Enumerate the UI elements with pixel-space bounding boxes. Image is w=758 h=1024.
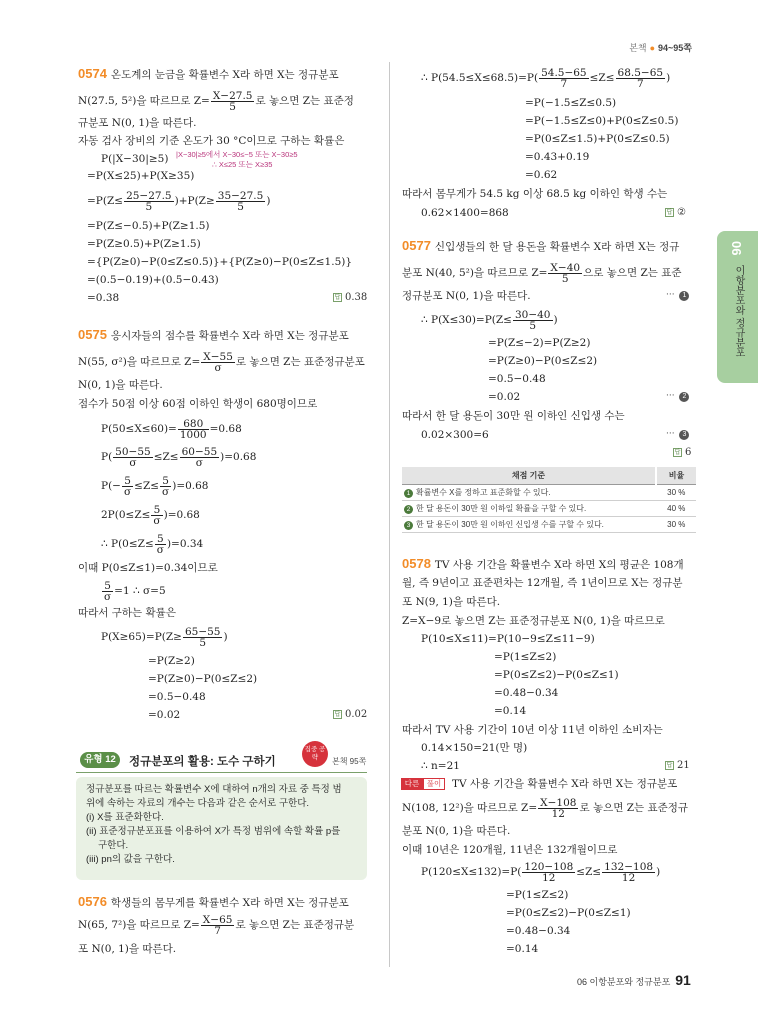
- type-tag: 유형 12: [80, 752, 120, 768]
- equation: =P(Z≤ $\frac{25-27.5}{5}$ )+P(Z≥ $\frac{35-27.5}{5}$ ): [87, 189, 271, 213]
- page-footer: [577, 972, 691, 988]
- equation: =P(Z≥2): [148, 655, 195, 667]
- equation: ∴ n=21: [421, 760, 460, 772]
- equation: =0.38: [87, 292, 120, 304]
- header-prefix: 본책: [629, 43, 647, 53]
- answer-0578: 답 21: [666, 760, 690, 771]
- alt-line4: 이때 10년은 120개월, 11년은 132개월이므로: [402, 844, 618, 856]
- equation: =0.48−0.34: [494, 687, 559, 699]
- footer-chapter: 06 이항분포와 정규분포: [577, 977, 671, 987]
- chapter-side-tab: [717, 231, 758, 383]
- equation: =(0.5−0.19)+(0.5−0.43): [87, 274, 219, 286]
- answer-icon: 답: [666, 209, 673, 216]
- text-line: 따라서 한 달 용돈이 30만 원 이하인 신입생 수는: [402, 410, 625, 422]
- answer-0574: 답 0.38: [334, 292, 368, 303]
- equation: P(10≤X≤11)=P(10−9≤Z≤11−9): [421, 633, 595, 645]
- fraction: $\frac{X-27.5}{5}$: [212, 89, 253, 113]
- problem-number-0574: 0574: [78, 66, 107, 81]
- equation: =0.14: [506, 943, 539, 955]
- problem-0574-line3: 규분포 N(0, 1)을 따른다.: [78, 117, 197, 129]
- equation: =P(Z≥0)−P(0≤Z≤2): [148, 673, 258, 685]
- problem-number-0575: 0575: [78, 327, 107, 342]
- type-ref: 본책 95쪽: [332, 757, 367, 766]
- answer-icon: 답: [334, 711, 341, 718]
- step-marker-1: ··· 1: [666, 290, 689, 301]
- problem-0577-line2: 분포 N(40, 5²)을 따르므로 Z= $\frac{X-40}{5}$ 으로 놓으면 Z는 표준: [402, 261, 682, 285]
- equation: =P(0≤Z≤2)−P(0≤Z≤1): [506, 907, 631, 919]
- column-divider: [389, 62, 390, 967]
- alt-line1: TV 사용 기간을 확률변수 X라 하면 X는 정규분포: [452, 778, 678, 790]
- equation: ∴ P(54.5≤X≤68.5)=P( $\frac{54.5-65}{7}$ ≤Z≤ $\frac{68.5-65}{7}$ ): [421, 66, 671, 90]
- problem-0575-line4: 점수가 50점 이상 60점 이하인 학생이 680명이므로: [78, 398, 318, 410]
- problem-0576-line2: N(65, 7²)을 따르므로 Z= $\frac{X-65}{7}$ 로 놓으면 Z는 표준정규분: [78, 913, 355, 937]
- answer-icon: 답: [666, 762, 673, 769]
- text-line: 따라서 TV 사용 기간이 10년 이상 11년 이하인 소비자는: [402, 724, 663, 736]
- grading-header-ratio: 비율: [656, 467, 696, 484]
- chapter-title: 이항분포와 정규분포: [733, 265, 744, 358]
- circled-number: 3: [404, 521, 413, 530]
- grading-table: [402, 467, 696, 533]
- problem-0576-line1: 0576 학생들의 몸무게를 확률변수 X라 하면 X는 정규분포: [78, 894, 349, 909]
- focus-badge: 집중 공략: [302, 741, 328, 767]
- equation: =P(0≤Z≤1.5)+P(0≤Z≤0.5): [525, 133, 670, 145]
- step-marker-3: ··· 3: [666, 429, 689, 440]
- step-marker-2: ··· 2: [666, 391, 689, 402]
- grading-row: 3 한 달 용돈이 30만 원 이하인 신입생 수를 구할 수 있다. 30 %: [402, 516, 696, 532]
- problem-number-0577: 0577: [402, 238, 431, 253]
- equation: =0.62: [525, 169, 558, 181]
- problem-0577-line1: 0577 신입생들의 한 달 용돈을 확률변수 X라 하면 X는 정규: [402, 238, 680, 253]
- problem-0574-line2: N(27.5, 5²)을 따르므로 Z= $\frac{X-27.5}{5}$ 로 놓으면 Z는 표준정: [78, 89, 354, 113]
- alt-line3: 분포 N(0, 1)을 따른다.: [402, 825, 511, 837]
- problem-0575-line1: 0575 응시자들의 점수를 확률변수 X라 하면 X는 정규분포: [78, 327, 349, 342]
- problem-0574-line4: 자동 검사 장비의 기준 온도가 30 °C이므로 구하는 확률은: [78, 135, 345, 147]
- equation: =P(Z≤−2)=P(Z≥2): [488, 337, 591, 349]
- answer-0575: 답 0.02: [334, 709, 368, 720]
- equation: P(50≤X≤60)= $\frac{680}{1000}$ =0.68: [101, 417, 242, 441]
- equation: 따라서 구하는 확률은: [78, 607, 176, 619]
- equation: =P(−1.5≤Z≤0)+P(0≤Z≤0.5): [525, 115, 679, 127]
- chapter-number: 06: [729, 241, 744, 256]
- type-body: 정규분포를 따르는 확률변수 X에 대하여 n개의 자료 중 특정 범 위에 속하는 자료의 개수는 다음과 같은 순서로 구한다. (i) X를 표준화한다. (ii) 표준정규분포표를 이용하여 X가 특정 범위에 속할 확률 p를 구한다. (iii) pn의 값을 구한다.: [76, 777, 367, 880]
- equation: 0.02×300=6: [421, 429, 489, 441]
- equation: =P(Z≥0.5)+P(Z≥1.5): [87, 238, 201, 250]
- equation: =P(Z≥0)−P(0≤Z≤2): [488, 355, 598, 367]
- equation: P( $\frac{50-55}{\sigma}$ ≤Z≤ $\frac{60-55}{\sigma}$ )=0.68: [101, 445, 257, 469]
- equation: =P(0≤Z≤2)−P(0≤Z≤1): [494, 669, 619, 681]
- text-line: 따라서 몸무게가 54.5 kg 이상 68.5 kg 이하인 학생 수는: [402, 188, 668, 200]
- answer-icon: 답: [334, 294, 341, 301]
- equation: P(− $\frac{5}{\sigma}$ ≤Z≤ $\frac{5}{\sigma}$ )=0.68: [101, 474, 209, 498]
- equation: =P(X≤25)+P(X≥35): [87, 170, 195, 182]
- equation: ={P(Z≥0)−P(0≤Z≤0.5)}+{P(Z≥0)−P(0≤Z≤1.5)}: [87, 256, 353, 268]
- problem-0577-line3: 정규분포 N(0, 1)을 따른다.: [402, 290, 531, 302]
- answer-icon: 답: [674, 449, 681, 456]
- equation: 2P(0≤Z≤ $\frac{5}{\sigma}$ )=0.68: [101, 503, 200, 527]
- equation: =0.48−0.34: [506, 925, 571, 937]
- equation: =0.14: [494, 705, 527, 717]
- type-12-box: [76, 747, 367, 880]
- problem-0574-line1: 0574 온도계의 눈금을 확률변수 X라 하면 X는 정규분포: [78, 66, 339, 81]
- equation: 0.14×150=21(만 명): [421, 742, 528, 754]
- circled-number: 1: [404, 489, 413, 498]
- equation: 0.62×1400=868: [421, 207, 509, 219]
- problem-number-0576: 0576: [78, 894, 107, 909]
- equation: =P(Z≤−0.5)+P(Z≥1.5): [87, 220, 210, 232]
- answer-0577: 답 6: [674, 447, 692, 458]
- alternative-solution-label: 다른 풀이: [401, 778, 447, 790]
- problem-0575-line3: N(0, 1)을 따른다.: [78, 379, 163, 391]
- side-note: ∴ X≤25 또는 X≥35: [212, 160, 273, 169]
- problem-0578-line1: 0578 TV 사용 기간을 확률변수 X라 하면 X의 평균은 108개: [402, 556, 684, 571]
- equation: =0.5−0.48: [488, 373, 546, 385]
- equation: ∴ P(X≤30)=P(Z≤ $\frac{30-40}{5}$ ): [421, 308, 558, 332]
- equation: =P(1≤Z≤2): [494, 651, 557, 663]
- type-header: [76, 747, 367, 773]
- alt-line2: N(108, 12²)을 따르므로 Z= $\frac{X-108}{12}$ 로 놓으면 Z는 표준정규: [402, 796, 689, 820]
- problem-0578-line4: Z=X−9로 놓으면 Z는 표준정규분포 N(0, 1)을 따르므로: [402, 615, 665, 627]
- grading-header-criteria: 채점 기준: [402, 467, 656, 484]
- page-number: 91: [675, 972, 691, 988]
- equation: =P(−1.5≤Z≤0.5): [525, 97, 617, 109]
- header-dot-icon: ●: [649, 43, 656, 53]
- equation: =0.43+0.19: [525, 151, 590, 163]
- problem-0578-line3: 포 N(9, 1)을 따른다.: [402, 596, 501, 608]
- header-page-range: 94~95쪽: [658, 43, 692, 53]
- equation: P(X≥65)=P(Z≥ $\frac{65-55}{5}$ ): [101, 625, 228, 649]
- equation: P(|X−30|≥5): [101, 153, 169, 165]
- equation: $\frac{5}{\sigma}$ =1 ∴ σ=5: [104, 579, 166, 603]
- equation: =0.02: [148, 709, 181, 721]
- equation: P(120≤X≤132)=P( $\frac{120-108}{12}$ ≤Z≤ $\frac{132-108}{12}$ ): [421, 860, 661, 884]
- problem-0576-line3: 포 N(0, 1)을 따른다.: [78, 943, 177, 955]
- equation: 이때 P(0≤Z≤1)=0.34이므로: [78, 562, 218, 574]
- grading-header-row: [402, 467, 696, 484]
- grading-row: 1 확률변수 X를 정하고 표준화할 수 있다. 30 %: [402, 484, 696, 500]
- circled-number: 2: [404, 505, 413, 514]
- answer-0576: 답 ②: [666, 207, 686, 218]
- problem-0575-line2: N(55, σ²)을 따르므로 Z= $\frac{X-55}{\sigma}$ 로 놓으면 Z는 표준정규분포: [78, 350, 365, 374]
- equation: ∴ P(0≤Z≤ $\frac{5}{\sigma}$ )=0.34: [101, 532, 204, 556]
- page-header: [629, 41, 692, 54]
- problem-number-0578: 0578: [402, 556, 431, 571]
- side-note: |X−30|≥5에서 X−30≤−5 또는 X−30≥5: [176, 150, 298, 159]
- equation: =0.5−0.48: [148, 691, 206, 703]
- type-title: 정규분포의 활용: 도수 구하기: [129, 756, 276, 768]
- equation: =P(1≤Z≤2): [506, 889, 569, 901]
- grading-row: 2 한 달 용돈이 30만 원 이하일 확률을 구할 수 있다. 40 %: [402, 500, 696, 516]
- problem-0578-line2: 월, 즉 9년이고 표준편차는 12개월, 즉 1년이므로 X는 정규분: [402, 577, 683, 589]
- equation: =0.02: [488, 391, 521, 403]
